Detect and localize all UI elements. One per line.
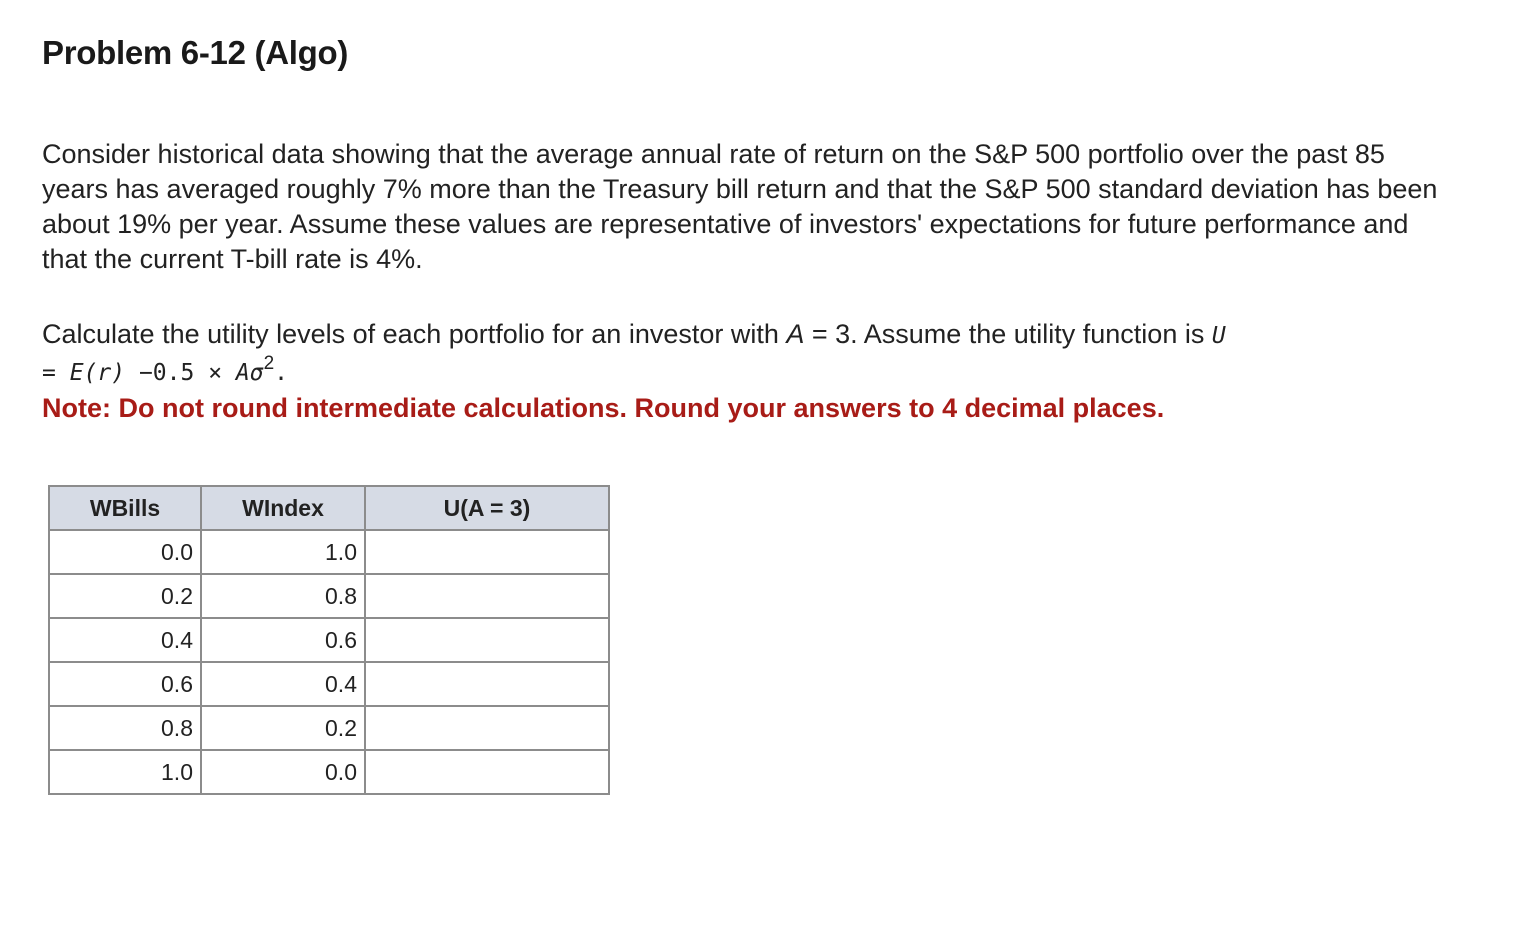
utility-formula: = $E(r) -0.5 \times A\sigma^2$. (42, 353, 289, 386)
utility-answer-cell[interactable] (365, 574, 609, 618)
task-prefix: Calculate the utility levels of each portfolio for an investor with (42, 319, 787, 349)
task-variable-u: U (1211, 323, 1226, 349)
table-row (49, 618, 609, 662)
wbills-cell: 0.8 (49, 706, 201, 750)
windex-cell: 0.2 (201, 706, 365, 750)
table-row (49, 706, 609, 750)
windex-cell: 1.0 (201, 530, 365, 574)
windex-cell: 0.8 (201, 574, 365, 618)
utility-answer-cell[interactable] (365, 706, 609, 750)
problem-title: Problem 6-12 (Algo) (42, 34, 349, 71)
problem-task (42, 317, 1452, 391)
header-utility: U(A = 3) (365, 486, 609, 530)
wbills-cell: 0.4 (49, 618, 201, 662)
task-equals: = 3. Assume the utility function is (804, 319, 1212, 349)
rounding-note: Note: Do not round intermediate calculations. Round your answers to 4 decimal places. (42, 393, 1165, 423)
wbills-cell: 1.0 (49, 750, 201, 794)
task-variable-a: A (786, 319, 805, 349)
problem-intro: Consider historical data showing that the average annual rate of return on the S&P 500 portfolio over the past 85 years has averaged roughly 7% more than the Treasury bill return and that the S&P 500 standard deviation has been about 19% per year. Assume these values are representative of investors' expectations for future performance and that the current T-bill rate is 4%. (42, 139, 1438, 274)
windex-cell: 0.6 (201, 618, 365, 662)
table-row (49, 750, 609, 794)
table-row (49, 530, 609, 574)
table-row (49, 574, 609, 618)
table-header-row (49, 486, 609, 530)
windex-cell: 0.4 (201, 662, 365, 706)
table-row (49, 662, 609, 706)
wbills-cell: 0.6 (49, 662, 201, 706)
utility-answer-cell[interactable] (365, 530, 609, 574)
utility-answer-cell[interactable] (365, 750, 609, 794)
header-wbills: WBills (49, 486, 201, 530)
utility-answer-cell[interactable] (365, 618, 609, 662)
wbills-cell: 0.2 (49, 574, 201, 618)
utility-table-wrapper (48, 485, 610, 795)
formula-exponent: 2 (263, 353, 275, 374)
utility-table (48, 485, 610, 795)
wbills-cell: 0.0 (49, 530, 201, 574)
header-windex: WIndex (201, 486, 365, 530)
utility-answer-cell[interactable] (365, 662, 609, 706)
windex-cell: 0.0 (201, 750, 365, 794)
